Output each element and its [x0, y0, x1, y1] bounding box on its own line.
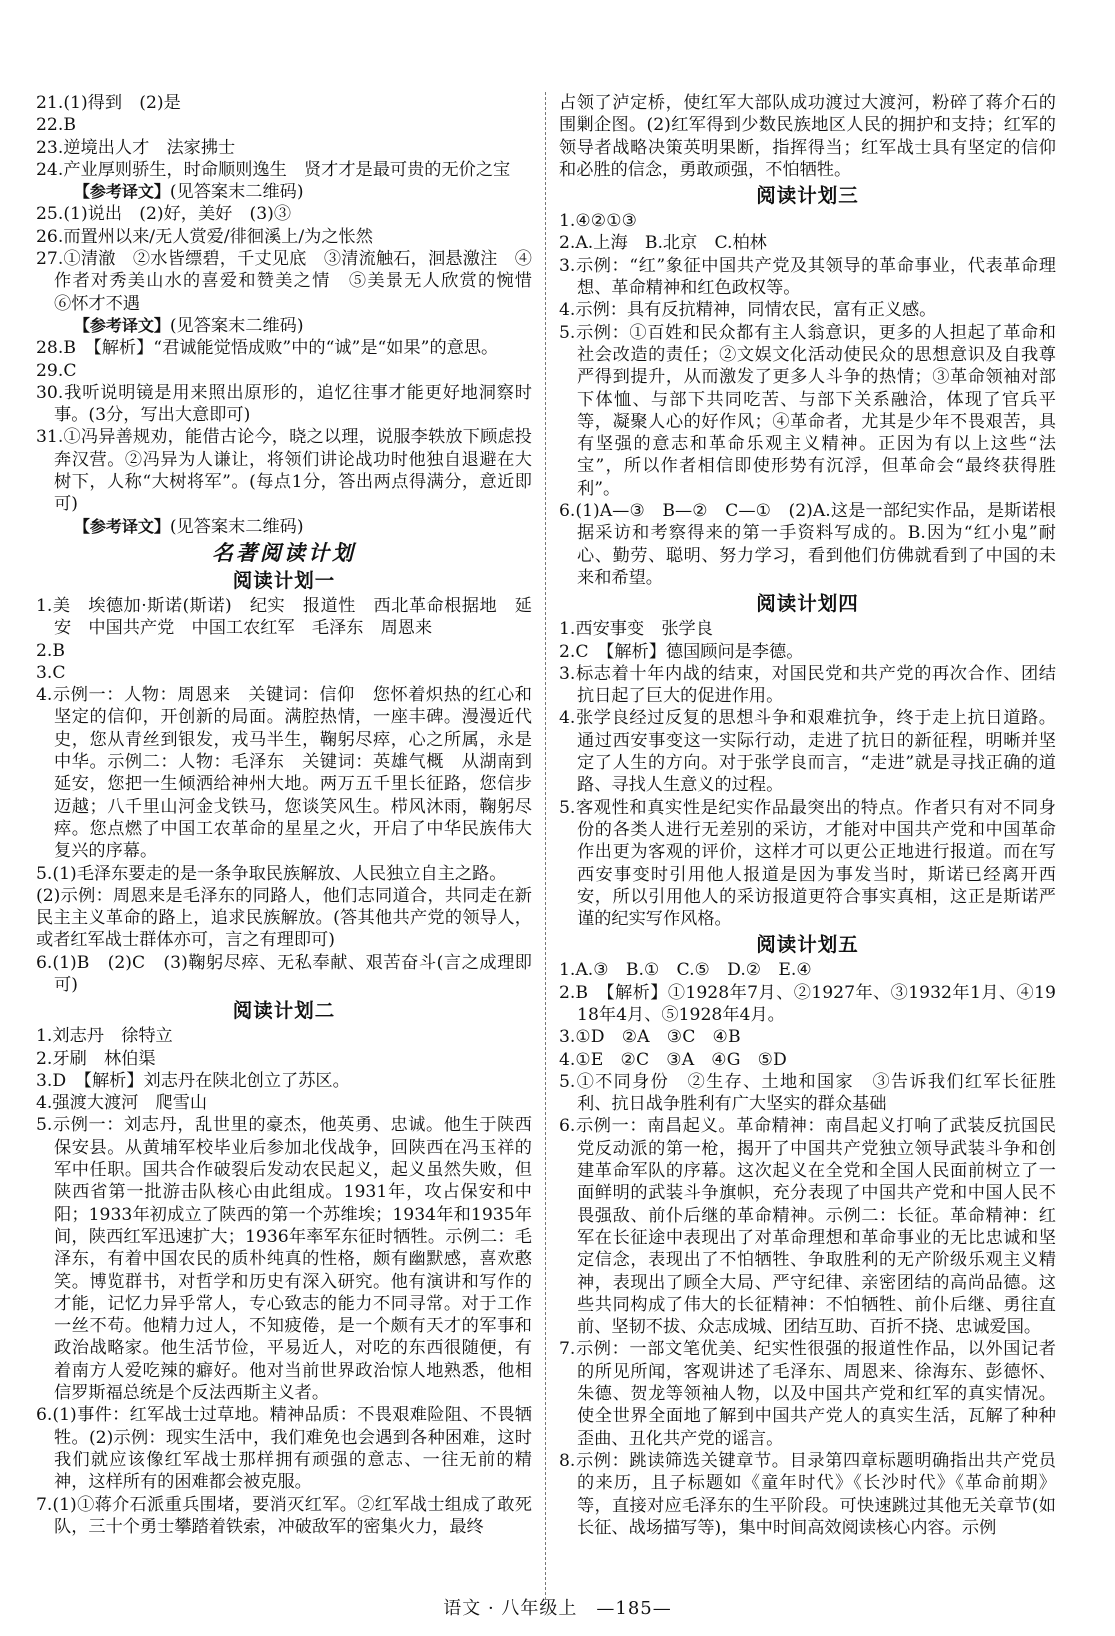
answer-item: 2.B — [36, 640, 66, 661]
answer-item: 31.①冯异善规劝，能借古论今，晓之以理，说服李轶放下顾虑投奔汉营。②冯异为人谦让，将领们讲论战功时他独自退避在大树下，人称“大树将军”。(每点1分，答出两点得满分，意近即可) — [36, 427, 532, 515]
answer-item: 7.示例：一部文笔优美、纪实性很强的报道性作品，以外国记者的所见所闻，客观讲述了毛泽东、周恩来、徐海东、彭德怀、朱德、贺龙等领袖人物，以及中国共产党和红军的真实情况。使全世界全面地了解到中国共产党人的真实生活，瓦解了种种歪曲、丑化共产党的谣言。 — [559, 1339, 1056, 1449]
left-column — [36, 92, 550, 1592]
answer-item: 5.客观性和真实性是纪实作品最突出的特点。作者只有对不同身份的各类人进行无差别的采访，才能对中国共产党和中国革命作出更为客观的评价，这样才可以更公正地进行报道。而在写西安事变时引用他人报道是因为事发当时，斯诺已经离开西安，所以引用他人的采访报道更符合事实真相，这正是斯诺严谨的纪实写作风格。 — [559, 797, 1056, 930]
answer-item: 25.(1)说出 (2)好，美好 (3)③ — [36, 204, 292, 225]
section-heading: 阅读计划三 — [756, 184, 859, 208]
answer-item: 24.产业厚则骄生，时命顺则逸生 贤才才是最可贵的无价之宝 — [36, 159, 511, 180]
answer-item: 1.A.③ B.① C.⑤ D.② E.④ — [559, 960, 812, 981]
answer-item: 6.示例一：南昌起义。革命精神：南昌起义打响了武装反抗国民党反动派的第一枪，揭开了中国共产党独立领导武装斗争和创建革命军队的序幕。这次起义在全党和全国人民面前树立了一面鲜明的武装斗争旗帜，充分表现了中国共产党和中国人民不畏强敌、前仆后继的革命精神。示例二：长征。革命精神：红军在长征途中表现出了对革命理想和革命事业的无比忠诚和坚定信念，表现出了不怕牺牲、争取胜利的无产阶级乐观主义精神，表现出了顾全大局、严守纪律、亲密团结的高尚品德。这些共同构成了伟大的长征精神：不怕牺牲、前仆后继、勇往直前、坚韧不拔、众志成城、团结互助、百折不挠、忠诚爱国。 — [559, 1116, 1056, 1338]
answer-item: 6.(1)B (2)C (3)鞠躬尽瘁、无私奉献、艰苦奋斗(言之成理即可) — [36, 952, 532, 995]
section-heading: 阅读计划一 — [232, 568, 336, 592]
section-title: 名著阅读计划 — [212, 540, 356, 565]
answer-item: 1.美 埃德加·斯诺(斯诺) 纪实 报道性 西北革命根据地 延安 中国共产党 中国工农红军 毛泽东 周恩来 — [36, 595, 532, 639]
answer-item: 4.①E ②C ③A ④G ⑤D — [559, 1049, 787, 1070]
answer-item: 2.牙刷 林伯渠 — [36, 1048, 156, 1069]
section-heading: 阅读计划五 — [756, 933, 859, 957]
answer-item: 6.(1)事件：红军战士过草地。精神品质：不畏艰难险阻、不畏牺牲。(2)示例：现实生活中，我们难免也会遇到各种困难，这时我们就应该像红军战士那样拥有顽强的意志、一往无前的精神，这样所有的困难都会被克服。 — [36, 1405, 532, 1493]
answer-item: 2.B 【解析】①1928年7月、②1927年、③1932年1月、④1918年4月、⑤1928年4月。 — [559, 982, 1056, 1025]
answer-item: 4.示例一：人物：周恩来 关键词：信仰 您怀着炽热的红心和坚定的信仰，开创新的局面。满腔热情，一座丰碑。漫漫近代史，您从青丝到银发，戎马半生，鞠躬尽瘁，心之所属，永是中华。示例二：人物：毛泽东 关键词：英雄气概 从湖南到延安，您把一生倾洒给神州大地。两万五千里长征路，您信步迈越；八千里山河金戈铁马，您谈笑风生。栉风沐雨，鞠躬尽瘁。您点燃了中国工农革命的星星之火，开启了中华民族伟大复兴的序幕。 — [36, 685, 532, 862]
reference-translation-note — [36, 315, 532, 337]
answer-item: 21.(1)得到 (2)是 — [36, 93, 181, 113]
answer-item: 3.示例：“红”象征中国共产党及其领导的革命事业，代表革命理想、革命精神和红色政权等。 — [559, 255, 1056, 299]
answer-item: 4.强渡大渡河 爬雪山 — [36, 1093, 208, 1114]
answer-item: 3.C — [36, 662, 66, 683]
column-divider — [545, 92, 546, 1600]
answer-item: 26.而置州以来/无人赏爱/徘徊溪上/为之怅然 — [36, 226, 373, 247]
reference-text: (见答案末二维码) — [169, 182, 304, 203]
answer-item: 23.逆境出人才 法家拂士 — [36, 137, 236, 158]
answer-item: 2.A.上海 B.北京 C.柏林 — [559, 233, 767, 254]
answer-item: 22.B — [36, 115, 76, 136]
answer-item: 1.④②①③ — [559, 211, 638, 232]
answer-item: 29.C — [36, 360, 77, 381]
answer-item: 3.标志着十年内战的结束，对国民党和共产党的再次合作、团结抗日起了巨大的促进作用。 — [559, 663, 1056, 707]
section-heading: 阅读计划二 — [232, 999, 336, 1023]
reference-translation-note — [36, 516, 532, 538]
answer-item: 3.①D ②A ③C ④B — [559, 1027, 741, 1048]
answer-item: 1.西安事变 张学良 — [559, 619, 713, 640]
reference-text: (见答案末二维码) — [169, 516, 304, 537]
answer-item: 7.(1)①蒋介石派重兵围堵，要消灭红军。②红军战士组成了敢死队，三十个勇士攀踏着铁索，冲破敌军的密集火力，最终 — [36, 1494, 532, 1537]
right-column — [559, 92, 1056, 1592]
answer-item: 5.示例：①百姓和民众都有主人翁意识，更多的人担起了革命和社会改造的责任；②文娱文化活动使民众的思想意识及自我尊严得到提升，从而激发了更多人斗争的热情；③革命领袖对部下体恤、与部下共同吃苦、与部下关系融洽，体现了官兵平等，凝聚人心的好作风；④革命者，尤其是少年不畏艰苦，具有坚强的意志和革命乐观主义精神。正因为有以上这些“法宝”，所以作者相信即使形势有沉浮，但革命会“最终获得胜利”。 — [559, 322, 1056, 499]
answer-item: 28.B 【解析】“君诚能觉悟成败”中的“诚”是“如果”的意思。 — [36, 338, 499, 359]
reference-text: (见答案末二维码) — [169, 315, 304, 336]
answer-item: 30.我听说明镜是用来照出原形的，追忆往事才能更好地洞察时事。(3分，写出大意即可) — [36, 382, 532, 426]
answer-item: 2.C 【解析】德国顾问是李德。 — [559, 641, 804, 662]
reference-translation-note — [36, 181, 532, 203]
answer-item: 27.①清澈 ②水皆缥碧，千丈见底 ③清流触石，洄悬激注 ④作者对秀美山水的喜爱和赞美之情 ⑤美景无人欣赏的惋惜 ⑥怀才不遇 — [36, 249, 550, 314]
section-heading: 阅读计划四 — [756, 592, 859, 616]
reference-tag: 【参考译文】 — [73, 182, 170, 202]
answer-item: 4.张学良经过反复的思想斗争和艰难抗争，终于走上抗日道路。通过西安事变这一实际行动，走进了抗日的新征程，明晰并坚定了人生的方向。对于张学良而言，“走进”就是寻找正确的道路、寻找人生意义的过程。 — [559, 708, 1056, 796]
reference-tag: 【参考译文】 — [73, 315, 170, 335]
answer-item: 5.(1)毛泽东要走的是一条争取民族解放、人民独立自主之路。 — [36, 863, 507, 884]
answer-item: 8.示例：跳读筛选关键章节。目录第四章标题明确指出共产党员的来历，且子标题如《童年时代》《长沙时代》《革命前期》等，直接对应毛泽东的生平阶段。可快速跳过其他无关章节(如长征、战场描写等)，集中时间高效阅读核心内容。示例 — [559, 1450, 1056, 1538]
page-footer: 语文 · 八年级上 —185— — [443, 1598, 672, 1619]
answer-item: 占领了泸定桥，使红军大部队成功渡过大渡河，粉碎了蒋介石的围剿企图。(2)红军得到少数民族地区人民的拥护和支持；红军的领导者战略决策英明果断，指挥得当；红军战士具有坚定的信仰和必胜的信念，勇敢顽强，不怕牺牲。 — [559, 93, 1056, 180]
answer-item: 4.示例：具有反抗精神，同情农民，富有正义感。 — [559, 300, 937, 321]
answer-item: 5.①不同身份 ②生存、土地和国家 ③告诉我们红军长征胜利、抗日战争胜利有广大坚实的群众基础 — [559, 1071, 1056, 1115]
answer-item: 5.示例一：刘志丹，乱世里的豪杰，他英勇、忠诚。他生于陕西保安县。从黄埔军校毕业后参加北伐战争，回陕西在冯玉祥的军中任职。国共合作破裂后发动农民起义，起义虽然失败，但陕西省第一批游击队核心由此组成。1931年，攻占保安和中阳；1933年初成立了陕西的第一个苏维埃；1934年和1935年间，陕西红军迅速扩大；1936年率军东征时牺牲。示例二：毛泽东，有着中国农民的质朴纯真的性格，颇有幽默感，喜欢憨笑。博览群书，对哲学和历史有深入研究。他有演讲和写作的才能，记忆力异乎常人，专心致志的能力不同寻常。对于工作一丝不苟。他精力过人，不知疲倦，是一个颇有天才的军事和政治战略家。他生活节俭，平易近人，对吃的东西很随便，有着南方人爱吃辣的癖好。他对当前世界政治惊人地熟悉，他相信罗斯福总统是个反法西斯主义者。 — [36, 1115, 532, 1404]
reference-tag: 【参考译文】 — [73, 516, 170, 536]
answer-item: 6.(1)A—③ B—② C—① (2)A.这是一部纪实作品，是斯诺根据采访和考察得来的第一手资料写成的。B.因为“红小鬼”耐心、勤劳、聪明、努力学习，看到他们仿佛就看到了中国的未来和希望。 — [559, 501, 1056, 588]
answer-item: (2)示例：周恩来是毛泽东的同路人，他们志同道合，共同走在新民主主义革命的路上，追求民族解放。(答其他共产党的领导人，或者红军战士群体亦可，言之有理即可) — [36, 885, 532, 951]
answer-item: 3.D 【解析】刘志丹在陕北创立了苏区。 — [36, 1070, 350, 1091]
answer-item: 1.刘志丹 徐特立 — [36, 1026, 173, 1047]
